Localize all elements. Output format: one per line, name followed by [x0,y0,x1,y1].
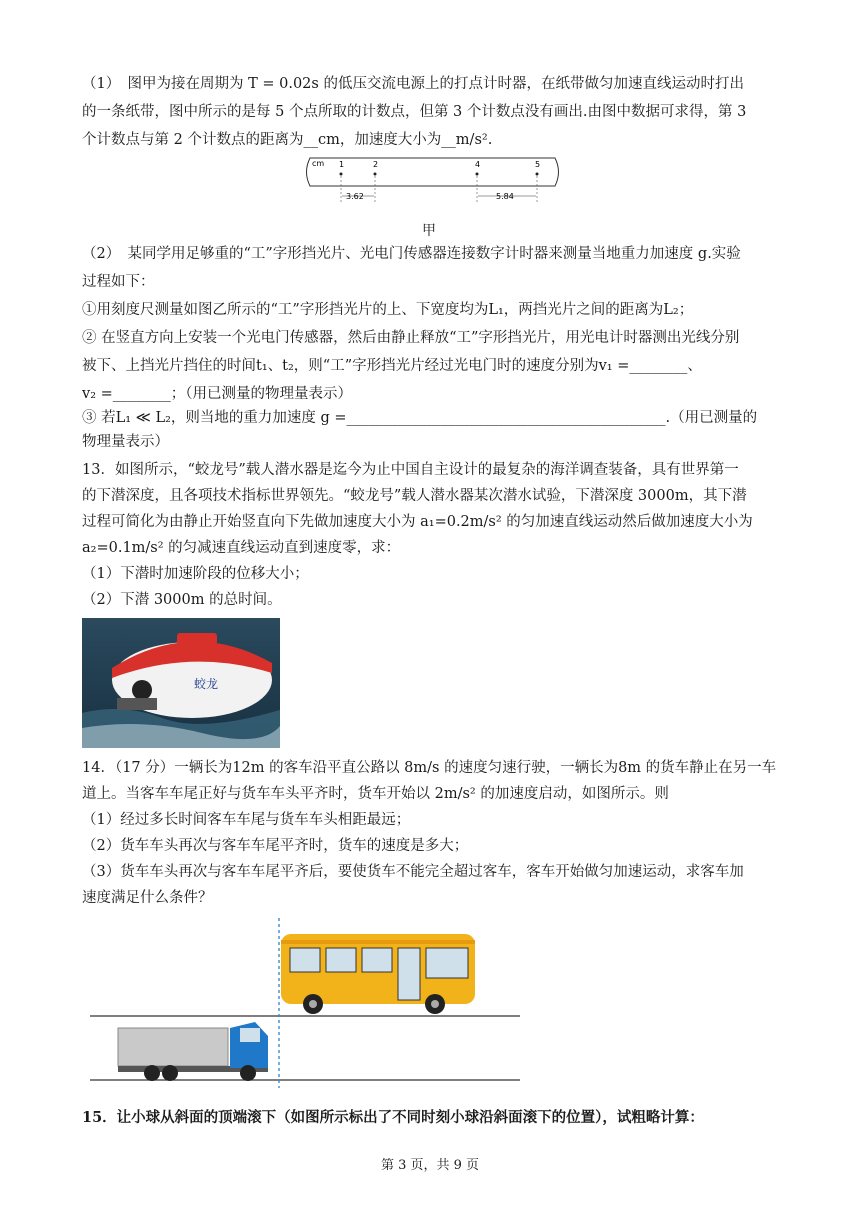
q14-line-3: （1）经过多长时间客车车尾与货车车头相距最远； [82,812,411,828]
q12-2-line-5: 被下、上挡光片挡住的时间t₁、t₂，则“工”字形挡光片经过光电门时的速度分别为v₁ =________、 [82,358,702,374]
q13-line-6: （2）下潜 3000m 的总时间。 [82,592,282,608]
q12-2-line-1: （2） 某同学用足够重的“工”字形挡光片、光电门传感器连接数字计时器来测量当地重力加速度 g.实验 [82,246,741,262]
bus [281,934,475,1014]
svg-text:4: 4 [475,160,481,169]
truck [118,1022,268,1081]
q13-line-4: a₂=0.1m/s² 的匀减速直线运动直到速度零，求： [82,540,401,556]
q12-1-line-2: 的一条纸带，图中所示的是每 5 个点所取的计数点，但第 3 个计数点没有画出.由图中数据可求得，第 3 [82,104,747,120]
bus-truck-figure [90,918,520,1088]
q12-2-line-7: ③ 若L₁ ≪ L₂，则当地的重力加速度 g =____________________________________________.（用已测量的 [82,410,758,426]
svg-text:2: 2 [373,160,379,169]
tape-distance-45: 5.84 [496,192,514,201]
page-footer: 第 3 页，共 9 页 [380,1158,480,1173]
q13-line-2: 的下潜深度，且各项技术指标世界领先。“蛟龙号”载人潜水器某次潜水试验，下潜深度 3000m，其下潜 [82,488,747,504]
q14-line-6: 速度满足什么条件？ [82,890,213,906]
svg-text:5: 5 [535,160,541,169]
svg-text:1: 1 [339,160,345,169]
q12-1-line-1: （1） 图甲为接在周期为 T = 0.02s 的低压交流电源上的打点计时器，在纸带做匀加速直线运动时打出 [82,76,744,92]
q12-2-line-3: ①用刻度尺测量如图乙所示的“工”字形挡光片的上、下宽度均为L₁，两挡光片之间的距离为L₂； [82,302,694,318]
q12-2-line-8: 物理量表示） [82,434,169,450]
q14-line-1: 14．（17 分）一辆长为12m 的客车沿平直公路以 8m/s 的速度匀速行驶，一辆长为8m 的货车静止在另一车 [82,760,777,776]
q13-line-3: 过程可简化为由静止开始竖直向下先做加速度大小为 a₁=0.2m/s² 的匀加速直线运动然后做加速度大小为 [82,514,753,530]
tape-distance-12: 3.62 [346,192,364,201]
q13-line-5: （1）下潜时加速阶段的位移大小； [82,566,309,582]
submersible-photo [82,618,280,748]
q15-line-1: 15．让小球从斜面的顶端滚下（如图所示标出了不同时刻小球沿斜面滚下的位置），试粗略计算： [82,1109,704,1126]
paper-tape-figure [300,156,560,206]
figure-label-jia: 甲 [422,223,436,239]
q12-1-line-3: 个计数点与第 2 个计数点的距离为__cm，加速度大小为__m/s². [82,132,493,148]
q12-2-line-2: 过程如下： [82,274,155,290]
q14-line-5: （3）货车车头再次与客车车尾平齐后，要使货车不能完全超过客车，客车开始做匀加速运动，求客车加 [82,864,744,880]
q14-line-2: 道上。当客车车尾正好与货车车头平齐时，货车开始以 2m/s² 的加速度启动，如图所示。则 [82,786,669,802]
tape-unit: cm [312,159,325,168]
q12-2-line-6: v₂ =________；（用已测量的物理量表示） [82,386,353,402]
submersible-name: 蛟龙 [194,677,219,691]
q12-2-line-4: ② 在竖直方向上安装一个光电门传感器，然后由静止释放“工”字形挡光片，用光电计时器测出光线分别 [82,330,740,346]
q13-line-1: 13．如图所示，“蛟龙号”载人潜水器是迄今为止中国自主设计的最复杂的海洋调查装备，具有世界第一 [82,462,739,478]
q14-line-4: （2）货车车头再次与客车车尾平齐时，货车的速度是多大； [82,838,469,854]
